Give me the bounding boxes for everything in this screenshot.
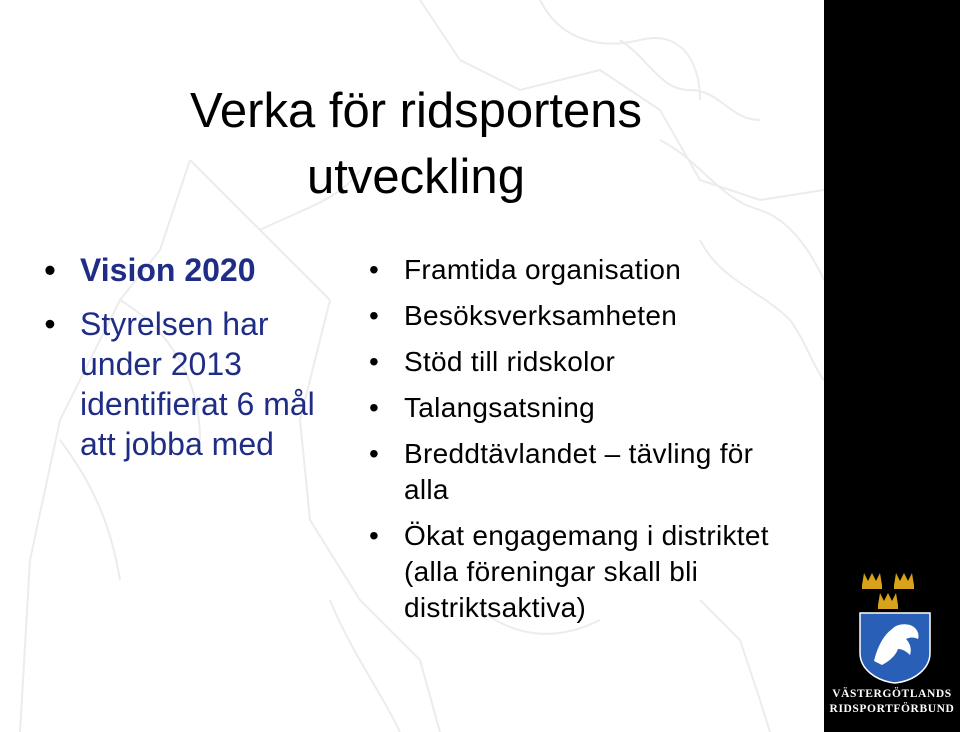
logo-text-line-1: VÄSTERGÖTLANDS <box>832 688 952 700</box>
list-item-text: Vision 2020 <box>80 252 256 288</box>
bullet-icon: • <box>368 254 380 285</box>
bullet-icon: • <box>368 520 380 551</box>
title-line-2: utveckling <box>307 150 525 204</box>
bullet-icon: • <box>368 346 380 377</box>
bullet-icon: • <box>44 306 56 342</box>
bullet-icon: • <box>368 438 380 469</box>
list-item <box>40 304 340 464</box>
list-item <box>362 436 802 508</box>
list-item <box>40 250 340 290</box>
list-item-text: Talangsatsning <box>404 392 595 423</box>
slide-title <box>96 78 736 210</box>
bullet-icon: • <box>368 392 380 423</box>
list-item <box>362 518 802 626</box>
list-item <box>362 390 802 426</box>
list-item-text: Ökat engagemang i distriktet (alla föreningar skall bli distriktsaktiva) <box>404 520 769 623</box>
left-bullet-list <box>40 250 340 464</box>
logo-text-line-2: RIDSPORTFÖRBUND <box>829 703 955 715</box>
right-bullet-list <box>362 252 802 636</box>
list-item-text: Besöksverksamheten <box>404 300 678 331</box>
list-item-text: Framtida organisation <box>404 254 682 285</box>
federation-logo <box>830 565 960 725</box>
list-item-text: Stöd till ridskolor <box>404 346 616 377</box>
crown-shield-icon <box>830 565 960 685</box>
list-item <box>362 298 802 334</box>
list-item-text: Styrelsen har under 2013 identifierat 6 mål att jobba med <box>80 306 315 462</box>
list-item <box>362 344 802 380</box>
list-item <box>362 252 802 288</box>
bullet-icon: • <box>44 252 56 288</box>
title-line-1: Verka för ridsportens <box>189 84 643 138</box>
bullet-icon: • <box>368 300 380 331</box>
list-item-text: Breddtävlandet – tävling för alla <box>404 438 754 505</box>
